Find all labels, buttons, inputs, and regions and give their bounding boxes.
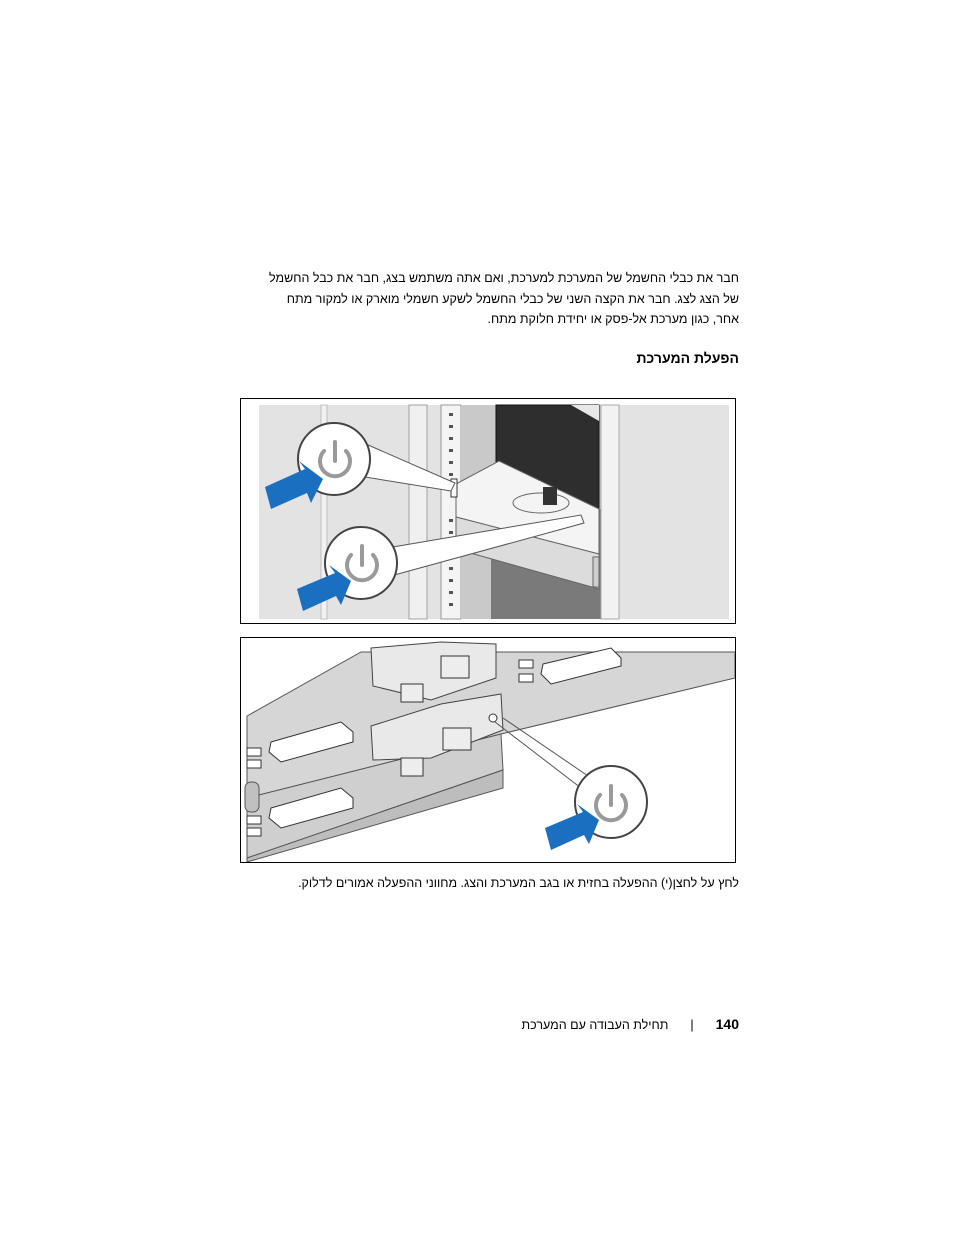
serial-port	[401, 684, 423, 702]
usb-port	[519, 674, 533, 682]
figure-caption: לחץ על לחצן(י) ההפעלה בחזית או בגב המערכת והצג. מחווני ההפעלה אמורים לדלוק.	[298, 876, 739, 890]
figure-front-power	[240, 398, 736, 624]
server-ear	[593, 557, 599, 587]
usb-port	[247, 828, 261, 836]
monitor-stand	[543, 487, 557, 505]
body-paragraph	[236, 268, 739, 330]
front-illustration	[241, 399, 735, 623]
usb-port	[247, 760, 261, 768]
vga-port	[441, 656, 469, 678]
footer-separator: |	[690, 1018, 694, 1032]
serial-port	[401, 758, 423, 776]
usb-port	[247, 816, 261, 824]
rack-rail-left	[409, 405, 427, 619]
vga-port	[443, 728, 471, 750]
rack-rail-right	[601, 405, 619, 619]
body-line-1: חבר את כבלי החשמל של המערכת למערכת, ואם אתה משתמש בצג, חבר את כבל החשמל	[269, 271, 739, 285]
body-line-2: של הצג לצג. חבר את הקצה השני של כבלי החשמל לשקע חשמלי מוארק או למקור מתח	[286, 291, 739, 306]
chapter-title: תחילת העבודה עם המערכת	[521, 1018, 669, 1032]
rear-illustration	[241, 638, 735, 862]
body-line-3: אחר, כגון מערכת אל-פסק או יחידת חלוקת מתח.	[487, 312, 739, 326]
cable-plug	[245, 782, 259, 812]
page-number: 140	[715, 1016, 739, 1032]
rear-power-button[interactable]	[489, 714, 497, 722]
usb-port	[519, 660, 533, 668]
usb-port	[247, 748, 261, 756]
section-heading: הפעלת המערכת	[636, 350, 739, 366]
page-footer	[400, 1016, 739, 1032]
figure-rear-power	[240, 637, 736, 863]
